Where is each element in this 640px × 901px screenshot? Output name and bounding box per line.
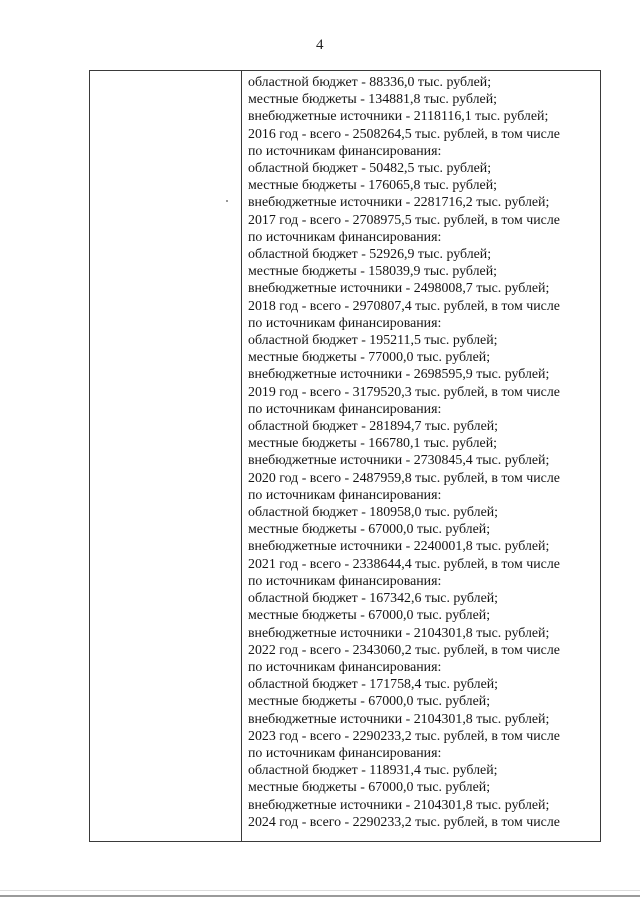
scan-edge-light bbox=[0, 890, 640, 891]
funding-year-line: 2017 год - всего - 2708975,5 тыс. рублей, в том числе bbox=[248, 212, 560, 228]
funding-table bbox=[89, 70, 601, 842]
funding-line: областной бюджет - 50482,5 тыс. рублей; bbox=[248, 161, 492, 177]
funding-line: внебюджетные источники - 2281716,2 тыс. рублей; bbox=[248, 195, 550, 211]
scan-edge bbox=[0, 895, 640, 897]
funding-line: местные бюджеты - 134881,8 тыс. рублей; bbox=[248, 92, 498, 108]
funding-year-line: 2022 год - всего - 2343060,2 тыс. рублей, в том числе bbox=[248, 642, 560, 658]
funding-line: местные бюджеты - 67000,0 тыс. рублей; bbox=[248, 694, 491, 710]
page-number: 4 bbox=[316, 37, 324, 53]
table-right-cell bbox=[242, 71, 600, 841]
funding-line: областной бюджет - 118931,4 тыс. рублей; bbox=[248, 763, 498, 779]
funding-line: местные бюджеты - 67000,0 тыс. рублей; bbox=[248, 522, 491, 538]
funding-line: по источникам финансирования: bbox=[248, 315, 442, 331]
funding-line: местные бюджеты - 176065,8 тыс. рублей; bbox=[248, 178, 498, 194]
funding-year-line: 2016 год - всего - 2508264,5 тыс. рублей, в том числе bbox=[248, 126, 560, 142]
funding-year-line: 2023 год - всего - 2290233,2 тыс. рублей, в том числе bbox=[248, 728, 560, 744]
funding-line: по источникам финансирования: bbox=[248, 659, 442, 675]
funding-line: по источникам финансирования: bbox=[248, 401, 442, 417]
funding-line: местные бюджеты - 166780,1 тыс. рублей; bbox=[248, 436, 498, 452]
funding-year-line: 2018 год - всего - 2970807,4 тыс. рублей, в том числе bbox=[248, 298, 560, 314]
funding-line: областной бюджет - 52926,9 тыс. рублей; bbox=[248, 247, 492, 263]
funding-line: внебюджетные источники - 2698595,9 тыс. рублей; bbox=[248, 367, 550, 383]
funding-line: местные бюджеты - 67000,0 тыс. рублей; bbox=[248, 780, 491, 796]
funding-line: областной бюджет - 167342,6 тыс. рублей; bbox=[248, 591, 499, 607]
funding-line: по источникам финансирования: bbox=[248, 487, 442, 503]
scan-speck bbox=[226, 200, 228, 202]
funding-year-line: 2019 год - всего - 3179520,3 тыс. рублей, в том числе bbox=[248, 384, 560, 400]
funding-line: местные бюджеты - 67000,0 тыс. рублей; bbox=[248, 608, 491, 624]
funding-line: внебюджетные источники - 2104301,8 тыс. рублей; bbox=[248, 625, 550, 641]
table-left-cell bbox=[90, 71, 242, 841]
funding-line: внебюджетные источники - 2104301,8 тыс. рублей; bbox=[248, 797, 550, 813]
funding-line: областной бюджет - 171758,4 тыс. рублей; bbox=[248, 677, 499, 693]
funding-line: областной бюджет - 88336,0 тыс. рублей; bbox=[248, 75, 492, 90]
funding-line: по источникам финансирования: bbox=[248, 573, 442, 589]
funding-line: по источникам финансирования: bbox=[248, 229, 442, 245]
funding-line: внебюджетные источники - 2118116,1 тыс. рублей; bbox=[248, 109, 549, 125]
funding-line: местные бюджеты - 77000,0 тыс. рублей; bbox=[248, 350, 491, 366]
funding-line: по источникам финансирования: bbox=[248, 745, 442, 761]
funding-line: областной бюджет - 180958,0 тыс. рублей; bbox=[248, 505, 499, 521]
funding-line: областной бюджет - 281894,7 тыс. рублей; bbox=[248, 419, 499, 435]
funding-year-line: 2021 год - всего - 2338644,4 тыс. рублей, в том числе bbox=[248, 556, 560, 572]
funding-line: местные бюджеты - 158039,9 тыс. рублей; bbox=[248, 264, 498, 280]
funding-line: внебюджетные источники - 2730845,4 тыс. рублей; bbox=[248, 453, 550, 469]
funding-year-line: 2024 год - всего - 2290233,2 тыс. рублей, в том числе bbox=[248, 814, 560, 830]
funding-line: внебюджетные источники - 2498008,7 тыс. рублей; bbox=[248, 281, 550, 297]
funding-line: внебюджетные источники - 2240001,8 тыс. рублей; bbox=[248, 539, 550, 555]
funding-year-line: 2020 год - всего - 2487959,8 тыс. рублей, в том числе bbox=[248, 470, 560, 486]
funding-line: внебюджетные источники - 2104301,8 тыс. рублей; bbox=[248, 711, 550, 727]
funding-line: по источникам финансирования: bbox=[248, 143, 442, 159]
funding-line: областной бюджет - 195211,5 тыс. рублей; bbox=[248, 333, 498, 349]
